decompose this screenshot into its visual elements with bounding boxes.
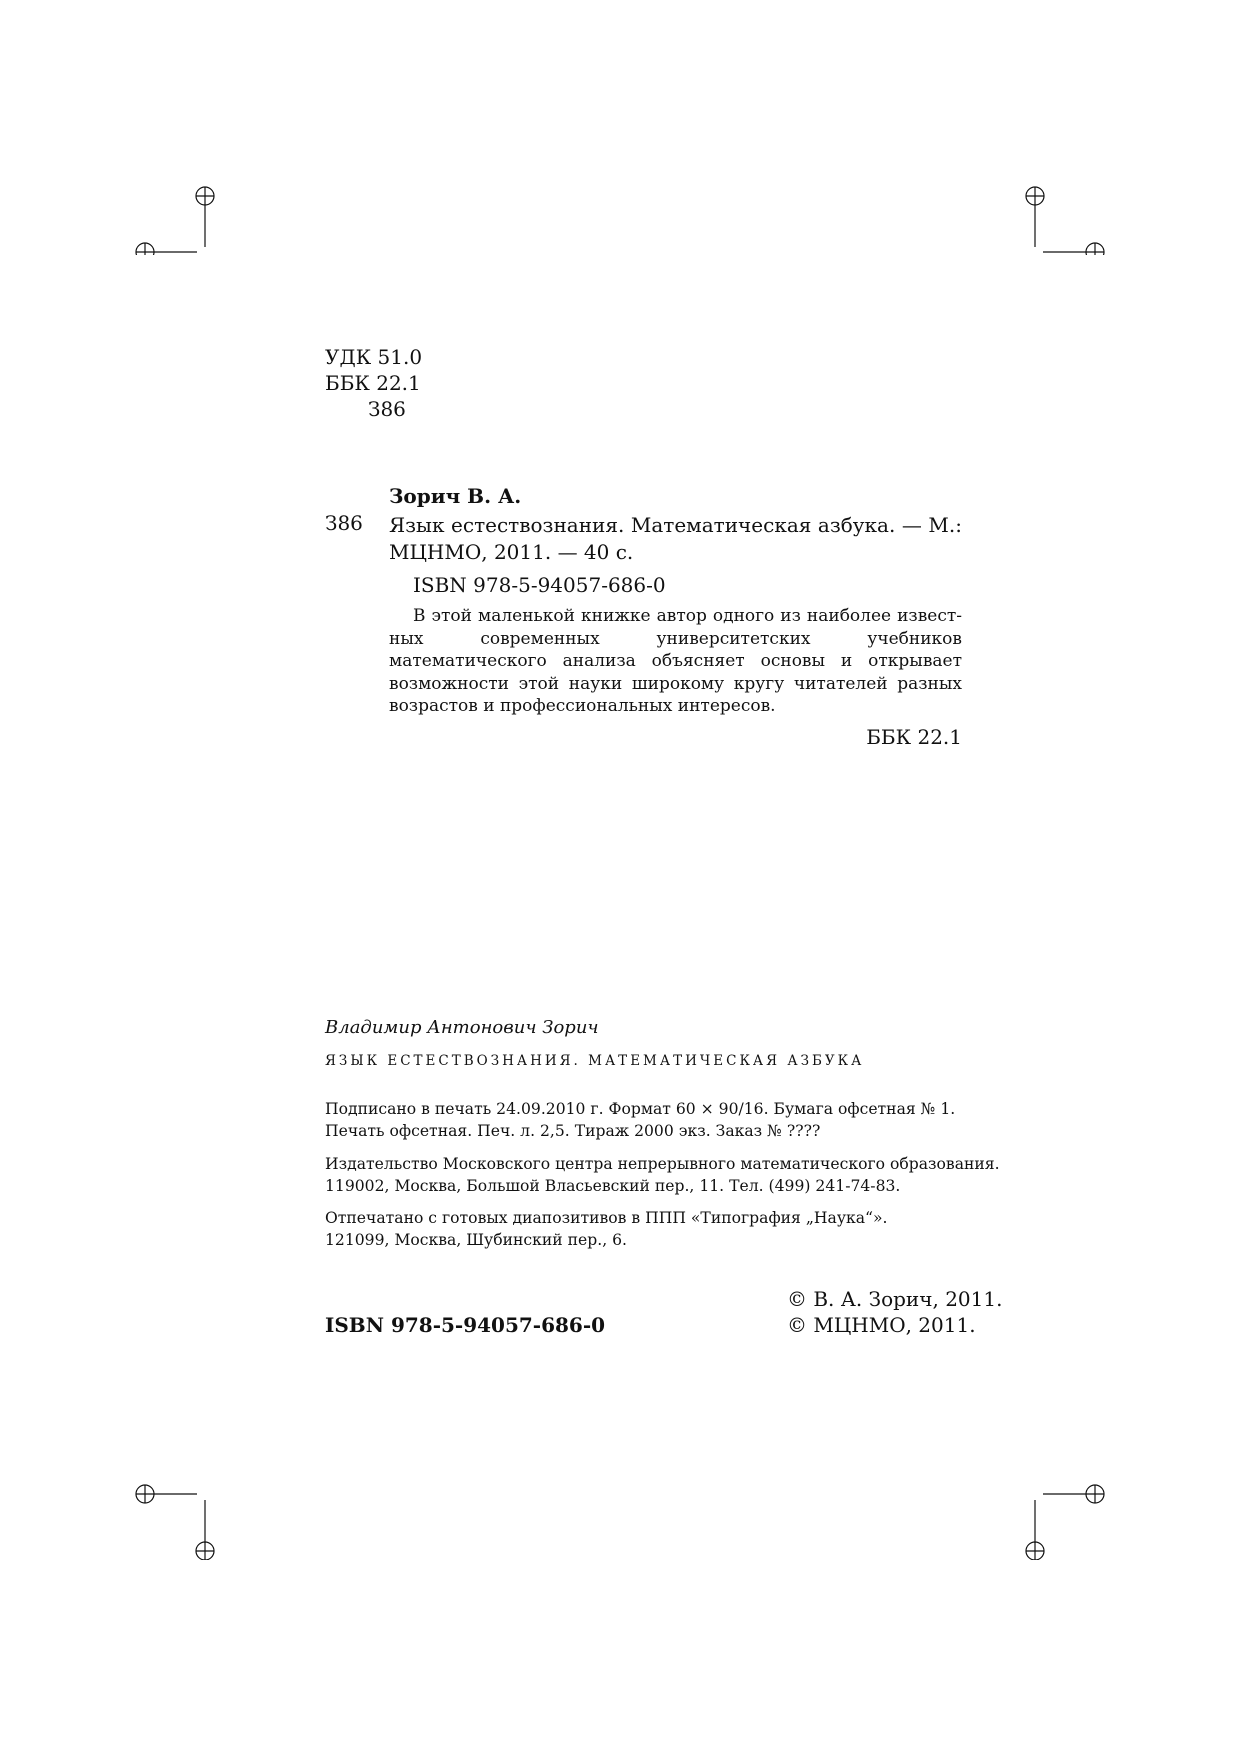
catalog-annotation: В этой маленькой книжке автор одного из наиболее известных современных университетских учебников математического анализа объясняет основы и открывает возможности этой науки широкому кругу читателей разных возрастов и профессиональных интересов. [389,606,962,716]
print-info-line1: Подписано в печать 24.09.2010 г. Формат 60 × 90/16. Бумага офсетная № 1. [325,1100,956,1118]
catalog-title-line2: МЦНМО, 2011. — 40 с. [389,540,634,564]
crop-mark-top-left-icon [135,175,215,255]
printer-line1: Отпечатано с готовых диапозитивов в ППП «Типография „Наука“». [325,1209,888,1227]
catalog-author-sign: З86 [325,511,363,535]
catalog-title-line1: Язык естествознания. Математическая азбука. — М.: [389,513,962,537]
publisher-line1: Издательство Московского центра непрерывного математического образования. [325,1155,1000,1173]
catalog-isbn: ISBN 978-5-94057-686-0 [413,573,666,597]
footer-isbn: ISBN 978-5-94057-686-0 [325,1313,606,1337]
imprint-author: Владимир Антонович Зорич [325,1017,599,1038]
bbk-code: ББК 22.1 [325,371,421,395]
publisher-line2: 119002, Москва, Большой Власьевский пер., 11. Тел. (499) 241-74-83. [325,1177,901,1195]
print-info-line2: Печать офсетная. Печ. л. 2,5. Тираж 2000 экз. Заказ № ???? [325,1122,821,1140]
crop-mark-top-right-icon [1025,175,1105,255]
catalog-author: Зорич В. А. [389,484,522,508]
catalog-bbk: ББК 22.1 [866,725,962,749]
author-sign: З86 [368,397,406,421]
crop-mark-bottom-right-icon [1025,1480,1105,1560]
imprint-title: ЯЗЫК ЕСТЕСТВОЗНАНИЯ. МАТЕМАТИЧЕСКАЯ АЗБУКА [325,1053,865,1069]
printer-line2: 121099, Москва, Шубинский пер., 6. [325,1231,627,1249]
crop-mark-bottom-left-icon [135,1480,215,1560]
udk-code: УДК 51.0 [325,345,423,369]
copyright-author: © В. А. Зорич, 2011. [787,1287,1003,1311]
copyright-publisher: © МЦНМО, 2011. [787,1313,976,1337]
